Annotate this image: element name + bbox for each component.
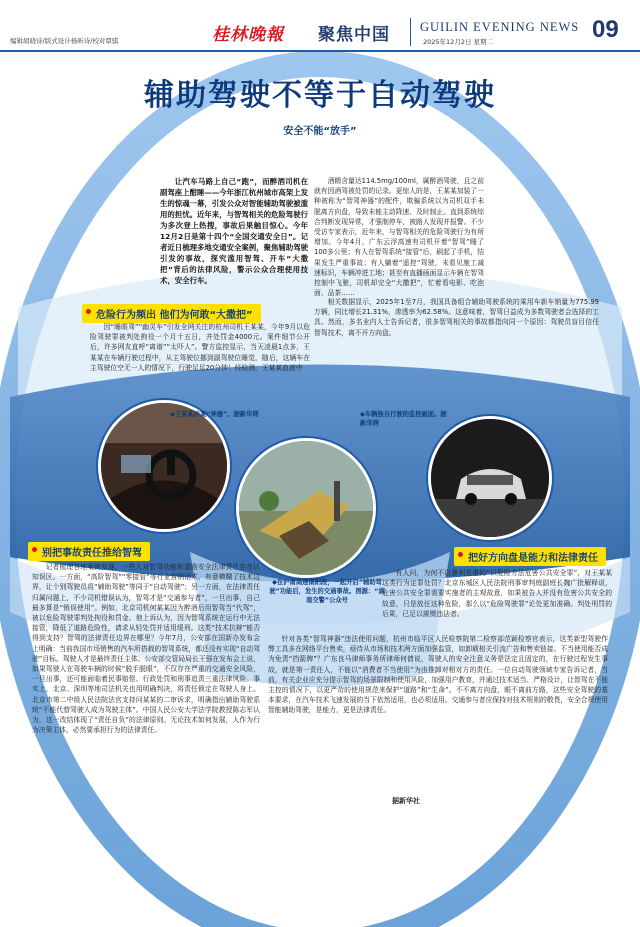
lead-paragraph: 让汽车马路上自己“跑”，而醉酒司机在副驾座上酣睡——今年浙江杭州城市高架上发生的惊魂一幕，引发公众对智能辅助驾驶被滥用的担忧。近年来，与智驾相关的危险驾驶行为多次登上热搜，事故后果触目惊心。今年12月2日是第十四个“全国交通安全日”。记者近日梳理多地交通安全案例，聚焦辅助驾驶引发的事故，探究滥用智驾、开车“大撒把”背后的法律风险，警示公众合理使用技术，安全行车。 <box>160 177 308 285</box>
section-2-body: 记者梳理各地案例发现，一些人对智驾功能和道路安全法律责任存在认知误区。一方面，“高阶智驾”“零接管”等行业营销话术，有意模糊了技术边界，让个别驾驶员将“辅助驾驶”等同于“自动驾驶”；另一方面，在法律责任归属问题上，不少司机错误认为，智驾才是“交通参与者”，一旦出事，自己最多算是“销误使用”。例如，北京司机何某某因为醉酒后用智驾当“代驾”，被以危险驾驶罪判处拘役和罚金。他上诉认为，因为智驾系统在运行中无法接管，降低了道路危险性，请求从轻处罚并适用缓刑。这类“技术抗辩”能否得到支持？智驾的法律责任边界在哪里？今年7月，公安部在国新办发布会上明确：当前我国市场销售的汽车所搭载的智驾系统，都还没有实现“自动驾驶”目标。驾驶人才是最终责任主体。公安部交管局局长王强在发布会上说，如果驾驶人在驾驶车辆的时候“脱手脱眼”，不仅存在严重的交通安全风险，一旦出事，还可能面临着民事赔偿、行政处罚和刑事追责三重法律风险。事实上，北京、深圳等地司法机关也用明确判决，将责任锁定在驾驶人身上。北京市第二中级人民法院法官支持问某某的二审诉求，明确指出辅助驾驶系统“不能代替驾驶人成为驾驶主体”。中国人民公安大学法学院教授陈志军认为，这一改结体现了“责任自负”的法律原则。无论技术如何发展，人作为行为决策主体，必然要承担行为的法律责任。 <box>32 563 260 735</box>
photo-accident <box>236 438 376 578</box>
photo-device <box>98 400 230 532</box>
section-heading-1: 危险行为频出 他们为何敢“大撒把” <box>82 304 261 323</box>
car-interior-icon <box>101 403 227 529</box>
section-heading-3: 把好方向盘是能力和法律责任 <box>454 547 606 566</box>
accident-scene-icon <box>239 441 373 575</box>
right-column-text: 酒精含量达114.5mg/100ml，属醉酒驾驶，且之前就有因酒驾被处罚的记录。更惊人的是，王某某加装了一种被称为“智驾神器”的配件，欺骗系统以为司机双手未脱离方向盘，导致未能主动降速、及时制止。直到系统综合判断发现异常，才强制停车，被路人发现并报警。不少受访专家表示，近年来，与智驾相关的危险驾驶行为有所增加。今年4月，广东云浮高速有司机开着“智驾”睡了100多公里；有人在智驾系统“接管”后，刷起了手机，结果发生严重事故；有人躺着“遥控”驾驶，未看见施工减速标识，车辆冲进工地；甚至有直播画面显示车辆在智驾控制中飞驰，司机却完全“大撒把”，忙着看电影、吃泡面、品茶…… <box>314 177 484 298</box>
editor-credits: 编辑胡晓诗/版式设计杨昕诗/校对覃骐 <box>10 37 119 45</box>
newspaper-logo: 桂林晚報 <box>212 25 284 45</box>
masthead-divider <box>410 18 411 46</box>
photo-caption-3: ◆车辆独自行驶的监控画面。据新华网 <box>360 411 447 427</box>
dashcam-icon <box>431 419 549 537</box>
headline-subtitle: 安全不能“放手” <box>283 126 357 137</box>
photo-caption-2: ◆在沪南高速南阳段，一起开启“辅助驾驶”功能后，发生的交通事故。图源：“湖南交警”公众号 <box>269 579 385 604</box>
section-heading-2: 别把事故责任推给智驾 <box>28 542 150 561</box>
page-number: 09 <box>592 16 619 43</box>
photo-caption-1: ◆王某某涉案“神器”。据新华网 <box>170 411 259 418</box>
paper-english-name: GUILIN EVENING NEWS <box>420 20 580 34</box>
photo-surveillance <box>428 416 552 540</box>
section-3-body-a: 有人问，为何不以暴利更重的“以危险方法危害公共安全罪”，对王某某这类行为定罪处罚？北京东城区人民法院刑事审判庭副庭长魏广批解释说，危害公共安全罪需要实施者的主观故意，如果被告人并没有危害公共安全的故意，只是放任这种危险，那么以“危险驾驶罪”论处更加准确。判处刑罚的后果，已足以震慑违法者。 <box>382 569 612 618</box>
section-1-body: 因“睡眼驾”“幽灵车”引发全网关注的杭州司机王某某，今年9月以危险驾驶罪被判处拘役一个月十五日，并处罚金4000元。案件细节公开后，许多网友直呼“离谱”“太吓人”。警方监控显示，当天凌晨1点多，王某某在车辆行驶过程中，从主驾驶位挪到副驾驶位睡觉，随后，这辆车在主驾驶位空无一人的情况下，行驶足足20分钟！经检测，王某某血液中 <box>90 323 310 372</box>
issue-date: 2025年12月2日 星期二 <box>423 38 494 46</box>
section-name: 聚焦中国 <box>318 25 390 45</box>
section-3-body-b: 针对各类“智驾神器”违法使用问题，杭州市临平区人民检察院第二检察部范颖检察官表示，这类新型驾驶作弊工具多在网络平台售卖，亟待从市场和技术两方面加强监管，如卸载相关引流广告和售卖链接。不当使用能否成为免责“挡箭牌”？广东良马律师事务所律师何倩说，驾驶人的安全注意义务是法定且固定的，在行驶过程发生事故，就是第一责任人，不能以“消费者不当使用”为由推卸对相对方的责任。一位自动驾驶领域专家告诉记者，当前，有关企业应充分提示智驾的场景限制和使用风险，加强用户教育，并通过技术适当、严格设计，让智驾在不能主控的情况下，以更严苛的使用规范来保护“道路”和“生命”。不不离方向盘，眼不离前方路，这些安全驾驶的基本要求，在汽车技术飞速发展的当下依然适用，也必须适用。交通参与者应保持对技术规则的敬畏，安全合规使用智能辅助驾驶，是能力，更是法律责任。 <box>268 635 608 715</box>
right-column-text-2: 相关数据显示，2025年1至7月，我国具备组合辅助驾驶系统的乘用车新车销量为775.99万辆，同比增长21.31%，渗透率为62.58%。这意味着，智驾日益成为多数驾驶者会选择的工具。然而，多名业内人士告诉记者，很多智驾相关的事故都指向同一个原因：驾驶员盲目信任智驾技术，离不开方向盘。 <box>314 298 599 337</box>
article-credit: 据新华社 <box>392 797 420 805</box>
headline-title: 辅助驾驶不等于自动驾驶 <box>144 78 496 113</box>
masthead <box>0 0 640 52</box>
